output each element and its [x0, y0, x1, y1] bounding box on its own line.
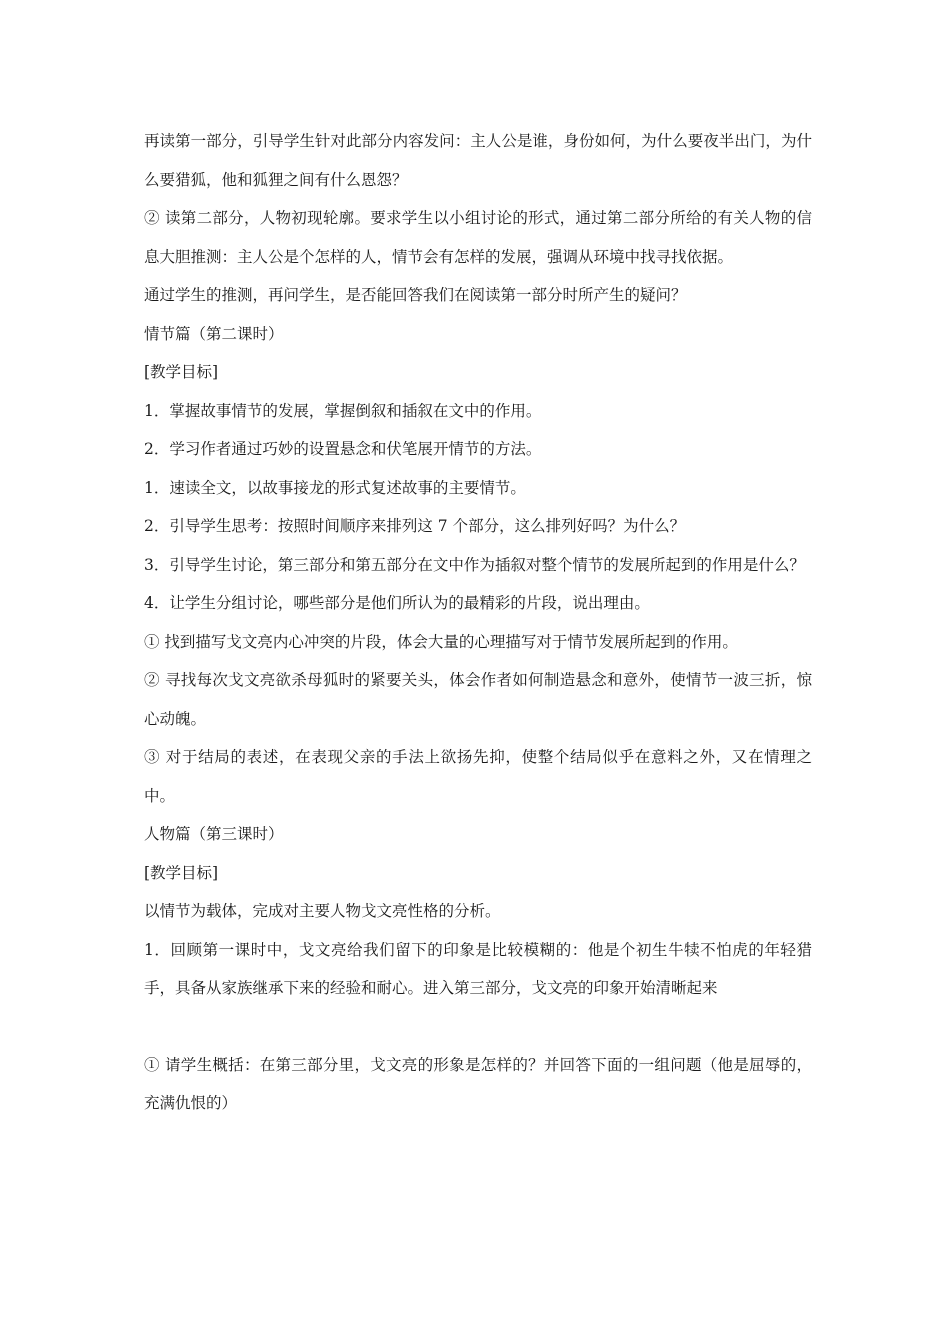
document-body	[144, 122, 812, 1123]
teaching-goal-label: [教学目标]	[144, 863, 219, 882]
list-item: 1．速读全文，以故事接龙的形式复述故事的主要情节。	[144, 478, 526, 497]
list-item: 2．引导学生思考：按照时间顺序来排列这 7 个部分，这么排列好吗？为什么？	[144, 517, 686, 535]
paragraph-read-part-two: ② 读第二部分，人物初现轮廓。要求学生以小组讨论的形式，通过第二部分所给的有关人物的信息大胆推测：主人公是个怎样的人，情节会有怎样的发展，强调从环境中找寻找依据。	[144, 209, 812, 266]
paragraph-student-guess: 通过学生的推测，再问学生，是否能回答我们在阅读第一部分时所产生的疑问？	[144, 286, 687, 304]
list-item: 1．掌握故事情节的发展，掌握倒叙和插叙在文中的作用。	[144, 401, 542, 420]
paragraph-reread-part-one: 再读第一部分，引导学生针对此部分内容发问：主人公是谁，身份如何，为什么要夜半出门，为什么要猎狐，他和狐狸之间有什么恩怨？	[144, 132, 812, 189]
list-item: ③ 对于结局的表述，在表现父亲的手法上欲扬先抑，使整个结局似乎在意料之外，又在情理之中。	[144, 748, 812, 805]
list-item: 3．引导学生讨论，第三部分和第五部分在文中作为插叙对整个情节的发展所起到的作用是什么？	[144, 555, 805, 574]
list-item: 2．学习作者通过巧妙的设置悬念和伏笔展开情节的方法。	[144, 440, 542, 458]
section-heading-plot: 情节篇（第二课时）	[144, 324, 284, 343]
list-item: ① 找到描写戈文亮内心冲突的片段，体会大量的心理描写对于情节发展所起到的作用。	[144, 632, 738, 651]
paragraph-goal-text: 以情节为载体，完成对主要人物戈文亮性格的分析。	[144, 902, 501, 920]
teaching-goal-label: [教学目标]	[144, 363, 219, 381]
list-item: ① 请学生概括：在第三部分里，戈文亮的形象是怎样的？并回答下面的一组问题（他是屈辱的，充满仇恨的）	[144, 1055, 812, 1112]
section-heading-character: 人物篇（第三课时）	[144, 825, 284, 843]
list-item: 4．让学生分组讨论，哪些部分是他们所认为的最精彩的片段，说出理由。	[144, 594, 650, 612]
list-item: ② 寻找每次戈文亮欲杀母狐时的紧要关头，体会作者如何制造悬念和意外，使情节一波三折，惊心动魄。	[144, 671, 812, 728]
list-item: 1．回顾第一课时中，戈文亮给我们留下的印象是比较模糊的：他是个初生牛犊不怕虎的年轻猎手，具备从家族继承下来的经验和耐心。进入第三部分，戈文亮的印象开始清晰起来	[144, 940, 812, 997]
